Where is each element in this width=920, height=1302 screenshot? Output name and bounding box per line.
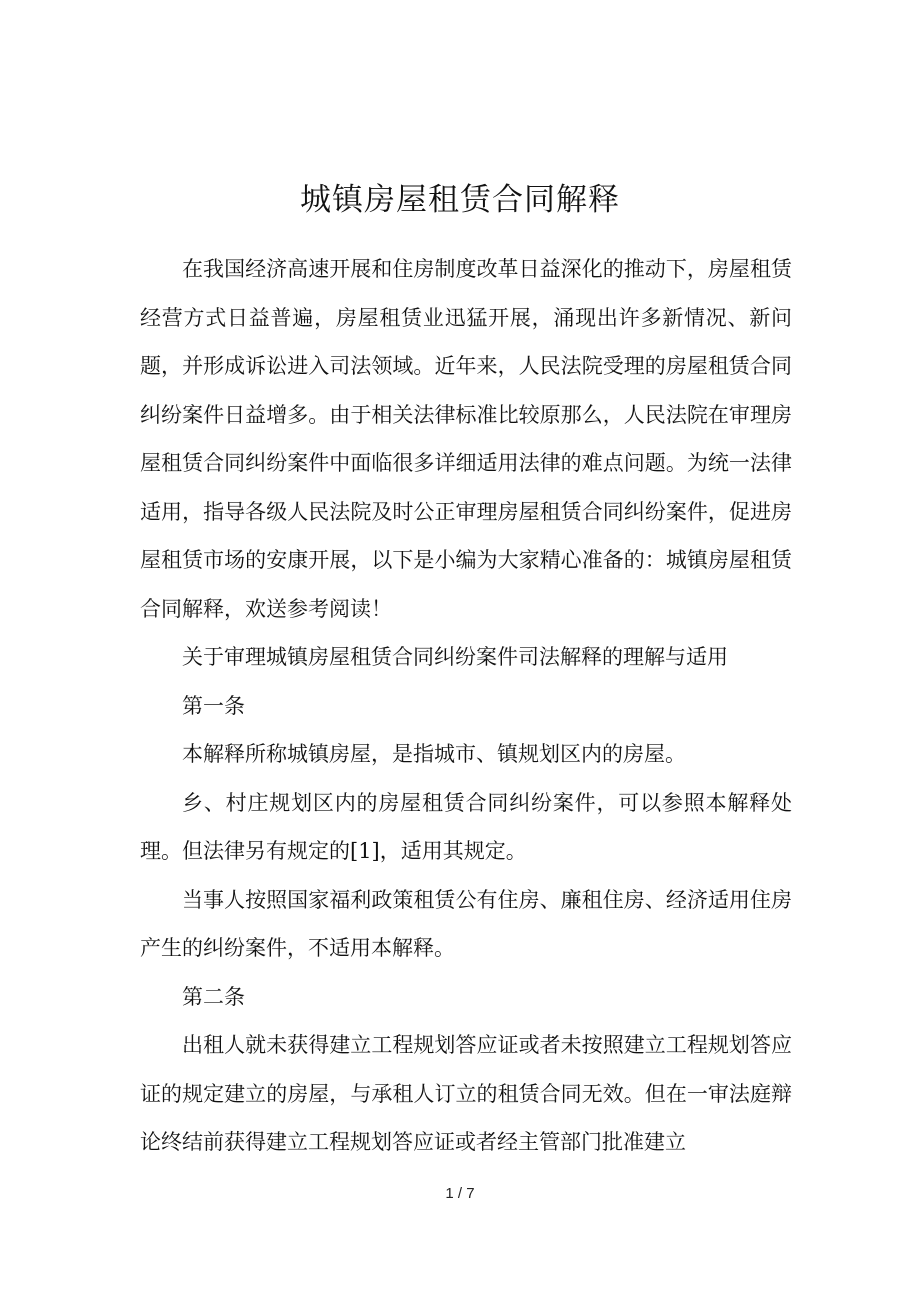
paragraph-subtitle: 关于审理城镇房屋租赁合同纠纷案件司法解释的理解与适用 — [182, 645, 728, 669]
paragraph-article-1-b: 乡、村庄规划区内的房屋租赁合同纠纷案件，可以参照本解释处理。但法律另有规定的[1]，适用其规定。 — [140, 790, 792, 863]
paragraph-intro: 在我国经济高速开展和住房制度改革日益深化的推动下，房屋租赁经营方式日益普遍，房屋租赁业迅猛开展，涌现出许多新情况、新问题，并形成诉讼进入司法领域。近年来，人民法院受理的房屋租赁合同纠纷案件日益增多。由于相关法律标准比较原那么，人民法院在审理房屋租赁合同纠纷案件中面临很多详细适用法律的难点问题。为统一法律适用，指导各级人民法院及时公正审理房屋租赁合同纠纷案件，促进房屋租赁市场的安康开展，以下是小编为大家精心准备的：城镇房屋租赁合同解释，欢送参考阅读！ — [140, 257, 792, 621]
document-body — [140, 245, 792, 1167]
article-heading-2: 第二条 — [182, 984, 245, 1009]
article-heading-1: 第一条 — [182, 693, 245, 718]
paragraph-article-1-a: 本解释所称城镇房屋，是指城市、镇规划区内的房屋。 — [182, 742, 686, 766]
paragraph-article-1-c: 当事人按照国家福利政策租赁公有住房、廉租住房、经济适用住房产生的纠纷案件，不适用本解释。 — [140, 887, 792, 960]
paragraph-article-2-a: 出租人就未获得建立工程规划答应证或者未按照建立工程规划答应证的规定建立的房屋，与承租人订立的租赁合同无效。但在一审法庭辩论终结前获得建立工程规划答应证或者经主管部门批准建立 — [140, 1033, 792, 1154]
document-title: 城镇房屋租赁合同解释 — [300, 182, 620, 218]
page-number: 1 / 7 — [445, 1185, 475, 1202]
